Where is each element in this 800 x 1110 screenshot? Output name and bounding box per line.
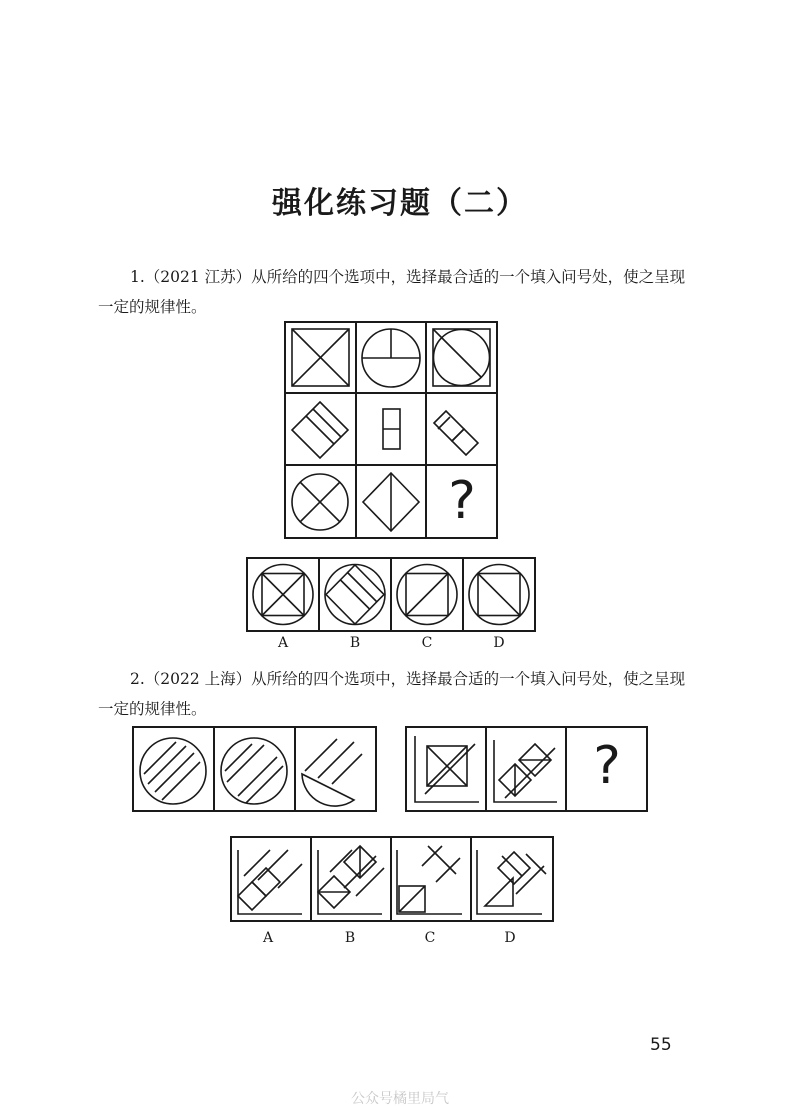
option-d-figure[interactable] xyxy=(477,850,546,914)
sequence-figure-2 xyxy=(221,738,287,804)
option-d-figure[interactable] xyxy=(469,565,529,625)
grid-figure-6 xyxy=(434,411,478,455)
option-c-label[interactable]: C xyxy=(421,635,433,651)
sequence-figure-3 xyxy=(302,739,362,806)
option-a-figure[interactable] xyxy=(238,850,302,914)
option-c-label[interactable]: C xyxy=(424,930,436,946)
option-b-figure[interactable] xyxy=(318,846,384,914)
option-d-label[interactable]: D xyxy=(493,635,505,651)
question-2-options xyxy=(230,836,554,922)
grid-figure-8 xyxy=(363,473,419,531)
question-1-options xyxy=(246,557,536,632)
option-a-label[interactable]: A xyxy=(262,930,274,946)
option-d-label[interactable]: D xyxy=(504,930,516,946)
question-2-left-sequence xyxy=(132,726,377,812)
grid-figure-3 xyxy=(433,329,490,386)
grid-figure-5 xyxy=(383,409,400,449)
option-c-figure[interactable] xyxy=(397,565,457,625)
question-1-mark: ? xyxy=(448,471,476,531)
page-title: 强化练习题（二） xyxy=(272,186,528,221)
grid-figure-1 xyxy=(292,329,349,386)
page-number: 55 xyxy=(650,1035,672,1055)
sequence-figure-5 xyxy=(494,740,557,802)
option-a-label[interactable]: A xyxy=(277,635,289,651)
grid-figure-4 xyxy=(292,402,348,458)
question-1-text: 1.（2021 江苏）从所给的四个选项中，选择最合适的一个填入问号处，使之呈现一定的规律性。 xyxy=(98,268,686,316)
grid-figure-2 xyxy=(362,329,420,387)
option-b-label[interactable]: B xyxy=(349,635,361,651)
question-2-text: 2.（2022 上海）从所给的四个选项中，选择最合适的一个填入问号处，使之呈现一定的规律性。 xyxy=(98,670,686,718)
watermark: 公众号橘里局气 xyxy=(351,1091,449,1107)
sequence-figure-4 xyxy=(415,736,479,802)
question-2-mark: ? xyxy=(593,736,621,796)
option-a-figure[interactable] xyxy=(253,565,313,625)
option-b-label[interactable]: B xyxy=(344,930,356,946)
option-c-figure[interactable] xyxy=(397,846,462,914)
sequence-figure-1 xyxy=(140,738,206,804)
option-b-figure[interactable] xyxy=(325,565,385,625)
grid-figure-7 xyxy=(292,474,348,530)
